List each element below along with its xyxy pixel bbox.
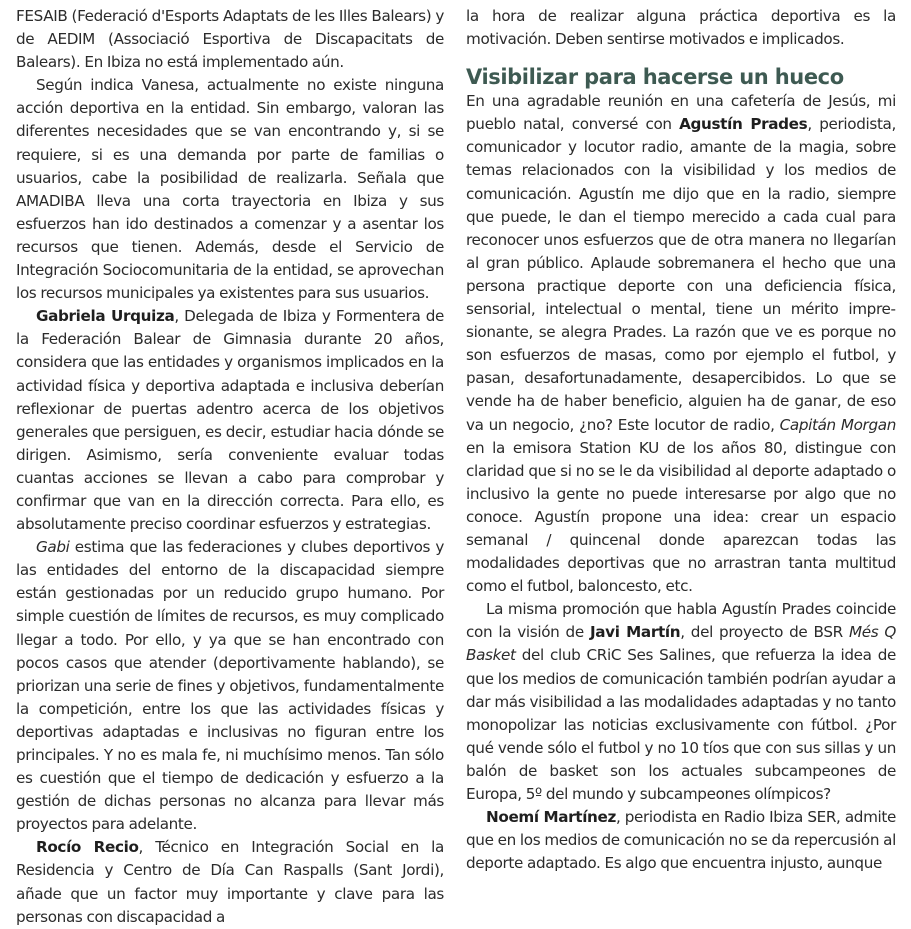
right-column <box>466 5 896 875</box>
paragraph-javi-martin <box>466 598 896 806</box>
person-name-javi-martin: Javi Martín <box>589 623 681 642</box>
person-name-gabriela-urquiza: Gabriela Urquiza <box>36 307 175 326</box>
person-name-agustin-prades: Agustín Prades <box>679 115 808 134</box>
paragraph-rocio-recio <box>16 836 444 928</box>
paragraph-gabriela-urquiza <box>16 305 444 536</box>
section-heading: Visibilizar para hacerse un hueco <box>466 65 844 90</box>
project-name-mes-q-basket: Més Q Basket <box>466 623 897 665</box>
paragraph-gabi <box>16 536 444 836</box>
person-name-gabi: Gabi <box>36 538 70 557</box>
paragraph-noemi-martinez <box>466 806 896 875</box>
paragraph-text: , Técnico en Integración Social en la Residencia y Centro de Día Can Raspalls (Sant Jordi), añade que un factor muy importante y clave para las personas con discapacidad a <box>16 838 444 926</box>
paragraph-vanesa: Según indica Vanesa, actualmente no existe ninguna acción deportiva en la entidad. Sin embargo, valoran las diferentes necesidades que se van encontrando y, si se requiere, si es una demanda por parte de familias o usuarios, cabe la posibilidad de realizarla. Señala que AMADIBA lleva una corta trayectoria en Ibiza y sus esfuerzos han ido destinados a comenzar y a asentar los recursos que tienen. Además, desde el Servicio de Integración Sociocomunitaria de la entidad, se aprovechan los recursos municipales ya existentes para sus usuarios. <box>16 76 444 303</box>
paragraph-federations: FESAIB (Federació d'Esports Adaptats de les Illes Balears) y de AEDIM (Associació Esportiva de Discapacitats de Balears). En Ibiza no está implementado aún. <box>16 7 444 72</box>
paragraph-motivation: la hora de realizar alguna práctica deportiva es la motivación. Deben sentirse motivados e implicados. <box>466 7 896 49</box>
paragraph-text: , Delegada de Ibiza y Formentera de la Federación Balear de Gimnasia durante 20 años, considera que las entidades y organismos implicados en la actividad física y deportiva adaptada e inclusiva deberían reflexionar de puertas adentro acerca de los objetivos generales que persiguen, es decir, estudiar hacia dónde se dirigen. Asimismo, sería conveniente evaluar todas cuantas acciones se llevan a cabo para comprobar y confirmar que van en la dirección correcta. Para ello, es absolutamente preciso coordinar esfuerzos y estrategias. <box>16 307 444 534</box>
left-column <box>16 5 444 929</box>
paragraph-agustin-prades <box>466 90 896 598</box>
person-name-rocio-recio: Rocío Recio <box>36 838 139 857</box>
paragraph-text: En una agradable reunión en una cafetería de Jesús, mi pueblo natal, conversé con <box>466 92 896 134</box>
paragraph-text: del club CRiC Ses Salines, que refuerza la idea de que los medios de comunicación también podrían ayudar a dar más visibilidad a las modalidades adaptadas y no tanto monopolizar las noticias exclusivamente con fútbol. ¿Por qué vende sólo el futbol y no 10 tíos que con sus sillas y un balón de basket son los actuales subcampeones de Europa, 5º del mundo y subcampeones olímpicos? <box>466 646 896 803</box>
paragraph-text: La misma promoción que habla Agustín Prades coincide con la visión de <box>466 600 896 642</box>
radio-alias-capitan-morgan: Capitán Morgan <box>779 415 896 434</box>
paragraph-text: , periodista, comunicador y locutor radio, amante de la magia, sobre temas relacionados con la visibilidad y los medios de comunicación. Agustín me dijo que en la radio, siempre que puede, le dan el tiempo merecido a cada cual para reconocer unos esfuerzos que de otra manera no llegarían al gran público. Aplaude sobremanera el hecho que una persona practique deporte con una deficiencia física, sensorial, intelectual o mental, tiene un mérito impresionante, se alegra Prades. La razón que ve es porque no son esfuerzos de masas, como por ejemplo el futbol, y pasan, desafortunadamente, desapercibidos. Lo que se vende ha de haber beneficio, alguien ha de ganar, de eso va un negocio, ¿no? Este locutor de radio, <box>466 115 896 434</box>
paragraph-text: en la emisora Station KU de los años 80, distingue con claridad que si no se le da visibilidad al deporte adaptado o inclusivo la gente no puede interesarse por algo que no conoce. Agustín propone una idea: crear un espacio semanal / quincenal donde aparezcan todas las modalidades deportivas que no arrastran tanta multitud como el futbol, baloncesto, etc. <box>466 438 896 596</box>
person-name-noemi-martinez: Noemí Martínez <box>486 808 616 827</box>
paragraph-text: , del proyecto de BSR <box>680 623 849 642</box>
paragraph-text: , periodista en Radio Ibiza SER, admite que en los medios de comunicación no se da repercusión al deporte adaptado. Es algo que encuentra injusto, aunque <box>466 808 896 873</box>
paragraph-text: estima que las federaciones y clubes deportivos y las entidades del entorno de la discapacidad siempre están gestionadas por un reducido grupo humano. Por simple cuestión de límites de recursos, es muy complicado llegar a todo. Por ello, y ya que se han encontrado con pocos casos que atender (deportivamente hablando), se priorizan una serie de fines y objetivos, fundamentalmente la competición, entre los que las actividades físicas y deportivas adaptadas e inclusivas no figuran entre los principales. Y no es mala fe, ni muchísimo menos. Tan sólo es cuestión que el tiempo de dedicación y esfuerzo a la gestión de dichas personas no alcanza para llevar más proyectos para adelante. <box>16 538 444 834</box>
